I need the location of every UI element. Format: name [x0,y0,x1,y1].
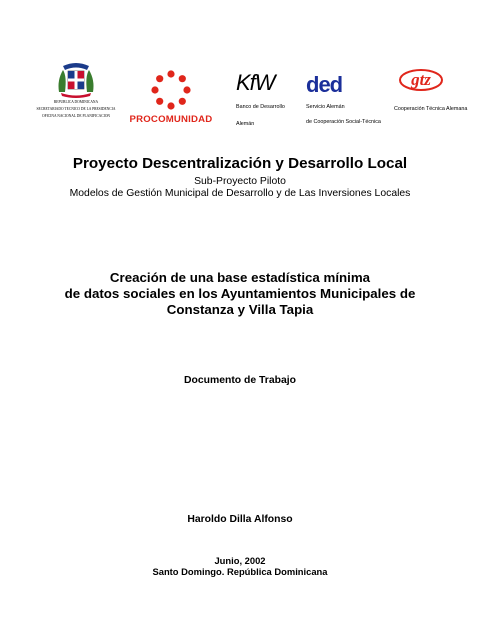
gtz-mark-text: gtz [411,70,431,89]
kfw-text-line-2: Alemán [236,121,255,127]
gtz-logo [394,68,467,113]
logo-strip [0,0,480,140]
ded-mark: ded [306,72,343,97]
dominican-logo-line-3: OFICINA NACIONAL DE PLANIFICACION [41,114,111,118]
project-subtitle: Sub-Proyecto Piloto [194,176,286,187]
project-subtitle-models: Modelos de Gestión Municipal de Desarrollo y de Las Inversiones Locales [69,188,411,199]
document-type: Documento de Trabajo [183,375,296,386]
gtz-mark-icon [398,68,444,92]
procomunidad-label: PROCOMUNIDAD [129,114,213,125]
procomunidad-logo [126,70,216,125]
dominican-logo-line-2: SECRETARIADO TECNICO DE LA PRESIDENCIA [36,107,116,111]
kfw-mark: KfW [236,70,275,95]
ded-logo [306,74,381,126]
gtz-text-line-1: Cooperación Técnica Alemana [394,106,468,112]
publication-place: Santo Domingo. República Dominicana [152,566,328,577]
ded-text-line-1: Servicio Alemán [306,104,345,110]
procomunidad-circle-icon [151,70,191,110]
author-name: Haroldo Dilla Alfonso [187,514,293,525]
ded-text-line-2: de Cooperación Social-Técnica [306,119,381,125]
document-title-line-2: de datos sociales en los Ayuntamientos Municipales de [64,286,416,301]
document-title [0,270,480,318]
kfw-text-line-1: Banco de Desarrollo [236,104,285,110]
document-title-line-1: Creación de una base estadística mínima [109,270,371,285]
dominican-republic-logo [28,62,124,119]
coat-of-arms-icon [55,62,97,98]
project-title: Proyecto Descentralización y Desarrollo Local [72,155,408,172]
document-title-line-3: Constanza y Villa Tapia [166,302,314,317]
dominican-logo-line-1: REPUBLICA DOMINICANA [53,100,99,104]
publication-date: Junio, 2002 [214,555,266,566]
kfw-logo [236,72,285,128]
